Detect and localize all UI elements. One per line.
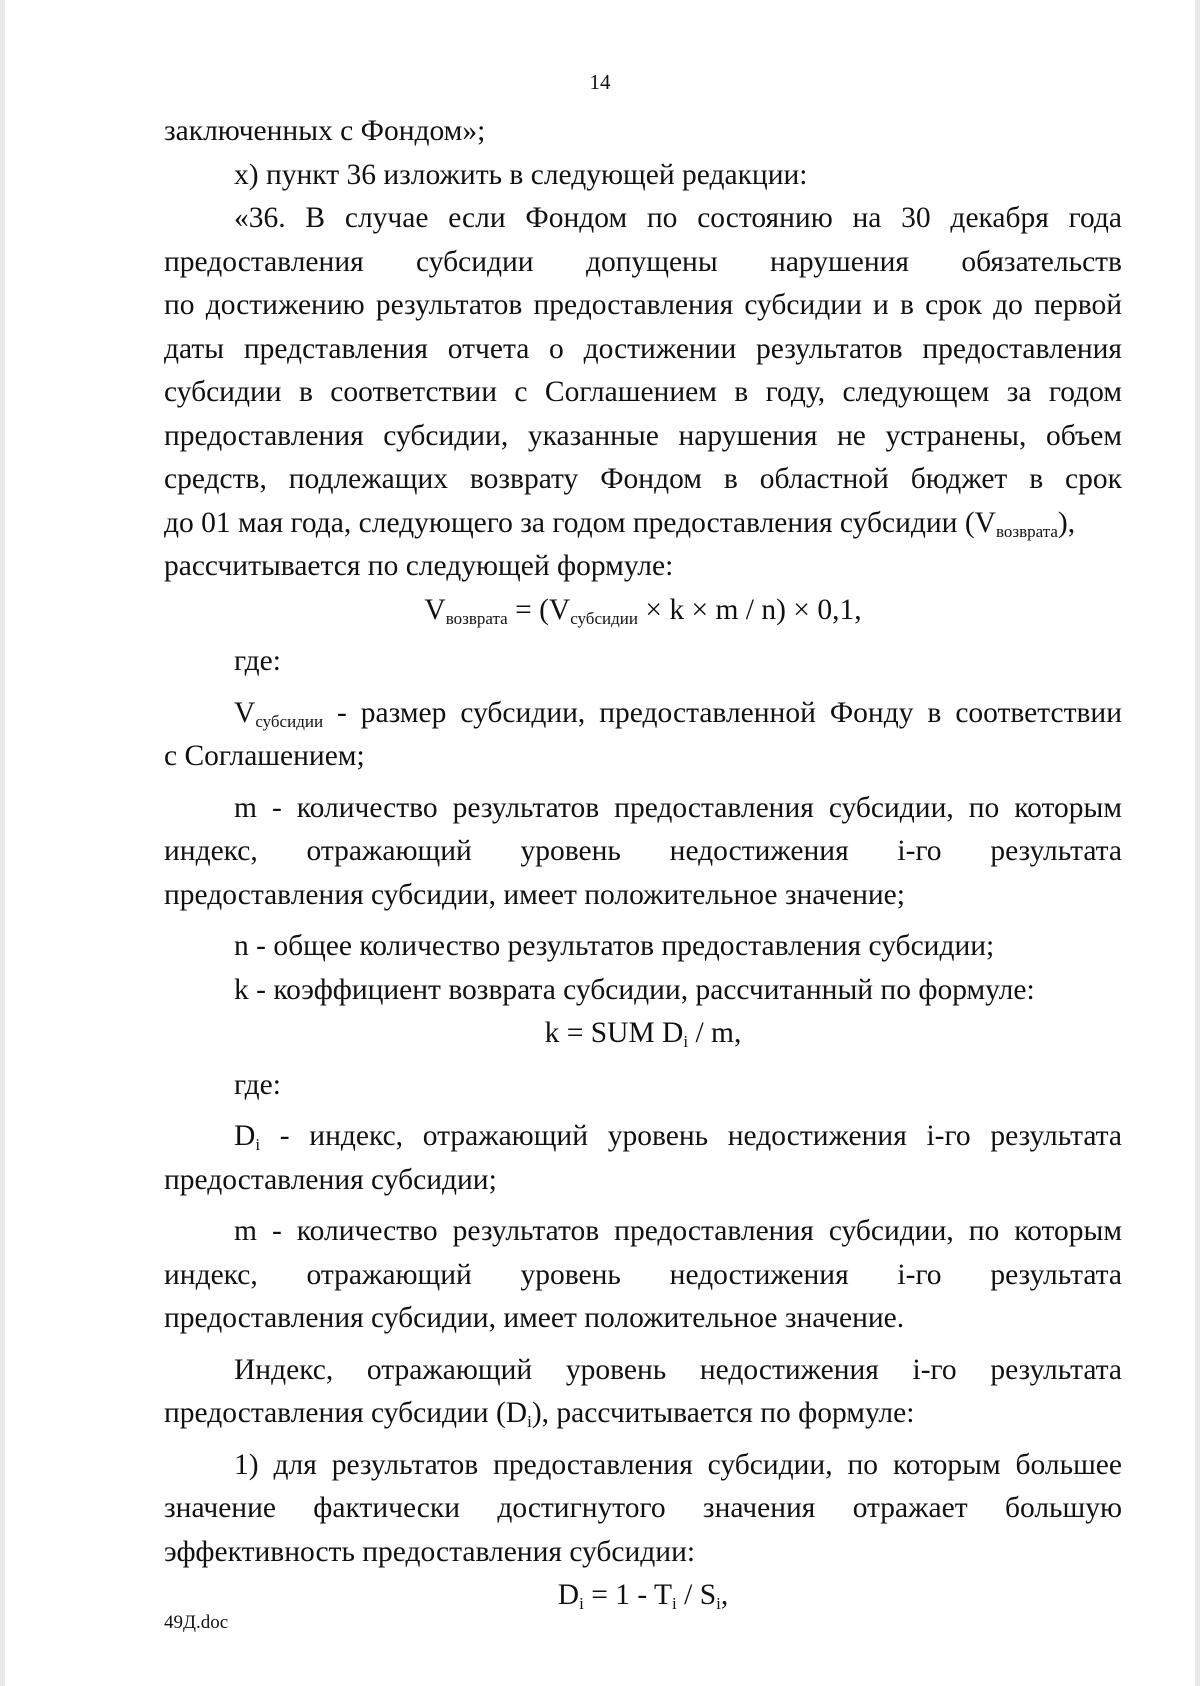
text-line: значение фактически достигнутого значения отражает большую xyxy=(164,1492,1122,1524)
text-line: эффективность предоставления субсидии: xyxy=(164,1535,696,1568)
text-fragment: ), рассчитывается по формуле: xyxy=(531,1397,915,1429)
text-line: n - общее количество результатов предоставления субсидии; xyxy=(234,930,995,962)
text-line: предоставления субсидии, указанные нарушения не устранены, объем xyxy=(164,419,1122,452)
formula-part: V xyxy=(424,593,446,626)
text-line: индекс, отражающий уровень недостижения i-го результата xyxy=(164,1258,1122,1291)
subscript: возврата xyxy=(995,521,1058,541)
scan-edge-right xyxy=(1195,0,1200,1686)
text-line: m - количество результатов предоставления субсидии, по которым xyxy=(234,1215,1122,1247)
text-line: предоставления субсидии, имеет положительное значение. xyxy=(164,1302,905,1334)
subscript: i xyxy=(672,1594,677,1613)
text-fragment: ), xyxy=(1057,506,1076,539)
formula-part: / m, xyxy=(688,1017,742,1049)
definition-line xyxy=(164,1115,1122,1159)
where-label: где: xyxy=(234,1068,281,1101)
text-fragment: - размер субсидии, предоставленной Фонду в соответствии xyxy=(323,696,1122,729)
text-line xyxy=(164,1392,1122,1436)
text-fragment: предоставления субсидии (D xyxy=(164,1397,528,1429)
formula-part: / S xyxy=(676,1579,717,1611)
text-line: по достижению результатов предоставления субсидии и в срок до первой xyxy=(164,289,1122,321)
subscript: субсидии xyxy=(570,608,638,628)
subscript: субсидии xyxy=(255,711,324,731)
subscript: возврата xyxy=(445,608,508,628)
footer-filename: 49Д.doc xyxy=(164,1612,229,1633)
formula-part: × k × m / n) × 0,1, xyxy=(637,593,862,626)
text-line: х) пункт 36 изложить в следующей редакции: xyxy=(234,158,808,191)
text-line: предоставления субсидии; xyxy=(164,1163,497,1196)
text-fragment: - индекс, отражающий уровень недостижения i-го результата xyxy=(260,1120,1122,1152)
text-line: индекс, отражающий уровень недостижения i-го результата xyxy=(164,835,1122,867)
text-line: m - количество результатов предоставления субсидии, по которым xyxy=(234,791,1122,824)
text-line: Индекс, отражающий уровень недостижения i-го результата xyxy=(234,1353,1122,1386)
text-line: средств, подлежащих возврату Фондом в областной бюджет в срок xyxy=(164,463,1122,495)
text-line: предоставления субсидии допущены нарушения обязательств xyxy=(164,245,1122,278)
text-line: «36. В случае если Фондом по состоянию на 30 декабря года xyxy=(234,202,1122,234)
text-line: 1) для результатов предоставления субсидии, по которым большее xyxy=(234,1448,1122,1481)
text-line: предоставления субсидии, имеет положительное значение; xyxy=(164,878,905,911)
text-line: с Соглашением; xyxy=(164,740,365,772)
formula-part: k = SUM D xyxy=(544,1017,684,1049)
text-line xyxy=(164,502,1122,546)
subscript: i xyxy=(255,1135,261,1154)
formula-part: , xyxy=(720,1579,729,1611)
text-line: k - коэффициент возврата субсидии, рассчитанный по формуле: xyxy=(234,973,1035,1006)
page-number: 14 xyxy=(589,70,611,94)
symbol: D xyxy=(234,1120,256,1152)
where-label: где: xyxy=(234,645,281,677)
scan-edge-left xyxy=(0,0,5,1686)
formula-v-return xyxy=(164,589,1122,633)
text-line: субсидии в соответствии с Соглашением в году, следующем за годом xyxy=(164,376,1122,408)
formula-di xyxy=(164,1574,1122,1618)
subscript: i xyxy=(716,1594,721,1613)
subscript: i xyxy=(579,1594,584,1613)
formula-part: D xyxy=(557,1579,580,1611)
subscript: i xyxy=(527,1412,532,1431)
subscript: i xyxy=(683,1032,689,1051)
formula-k xyxy=(164,1012,1122,1056)
definition-line xyxy=(164,692,1122,736)
formula-part: = 1 - T xyxy=(583,1579,673,1611)
document-body xyxy=(164,110,1122,1618)
text-line: заключенных с Фондом»; xyxy=(164,115,486,147)
text-fragment: до 01 мая года, следующего за годом предоставления субсидии (V xyxy=(164,506,996,539)
text-line: рассчитывается по следующей формуле: xyxy=(164,550,674,582)
symbol: V xyxy=(234,696,256,729)
formula-part: = (V xyxy=(507,593,571,626)
text-line: даты представления отчета о достижении результатов предоставления xyxy=(164,332,1122,365)
